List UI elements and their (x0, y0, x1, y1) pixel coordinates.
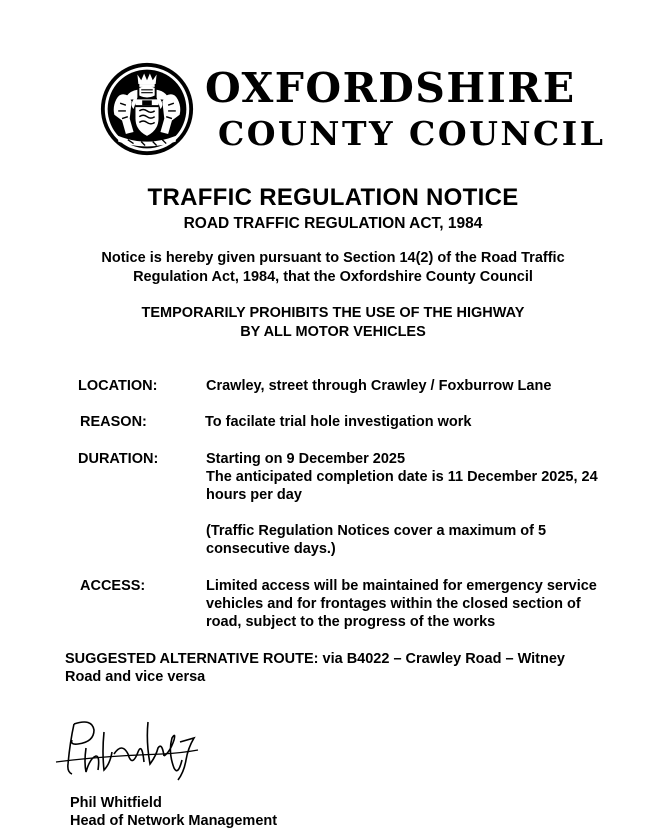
alternative-route-line-1: SUGGESTED ALTERNATIVE ROUTE: via B4022 – Crawley Road – Witney (65, 651, 565, 667)
prohibition-line-2: BY ALL MOTOR VEHICLES (240, 324, 426, 340)
location-text: Crawley, street through Crawley / Foxburrow Lane (206, 378, 552, 394)
duration-note (206, 522, 646, 558)
intro-line-1: Notice is hereby given pursuant to Section 14(2) of the Road Traffic (101, 250, 565, 266)
notice-title: TRAFFIC REGULATION NOTICE (147, 184, 519, 211)
duration-note-line-2: consecutive days.) (206, 541, 336, 557)
intro-line-2: Regulation Act, 1984, that the Oxfordshire County Council (133, 269, 533, 285)
access-label: ACCESS: (80, 578, 146, 594)
logo-line-2: COUNTY COUNCIL (218, 114, 606, 153)
location-label: LOCATION: (78, 378, 158, 394)
coat-of-arms-icon (99, 61, 195, 157)
access-line-1: Limited access will be maintained for emergency service (206, 578, 597, 594)
handwritten-signature-icon (52, 712, 202, 787)
access-value (206, 577, 646, 631)
prohibition-statement (0, 304, 666, 342)
reason-label: REASON: (80, 414, 147, 430)
signatory-name: Phil Whitfield (70, 795, 162, 811)
duration-label: DURATION: (78, 451, 159, 467)
access-line-2: vehicles and for frontages within the closed section of (206, 596, 581, 612)
duration-completion: The anticipated completion date is 11 December 2025, 24 (206, 469, 598, 485)
notice-intro (0, 249, 666, 287)
prohibition-line-1: TEMPORARILY PROHIBITS THE USE OF THE HIGHWAY (141, 305, 525, 321)
signatory-role: Head of Network Management (70, 813, 278, 829)
duration-hours: hours per day (206, 487, 302, 503)
signatory-block (70, 794, 277, 830)
council-logo-text (205, 64, 606, 153)
logo-line-1: OXFORDSHIRE (205, 64, 576, 112)
alternative-route-line-2: Road and vice versa (65, 669, 206, 685)
reason-text: To facilate trial hole investigation work (205, 414, 472, 430)
duration-start: Starting on 9 December 2025 (206, 451, 406, 467)
access-line-3: road, subject to the progress of the works (206, 614, 496, 630)
notice-subtitle: ROAD TRAFFIC REGULATION ACT, 1984 (183, 215, 483, 232)
location-value (206, 377, 646, 395)
duration-value (206, 450, 646, 504)
reason-value (205, 413, 645, 431)
duration-note-line-1: (Traffic Regulation Notices cover a maximum of 5 (206, 523, 547, 539)
alternative-route (65, 650, 645, 686)
